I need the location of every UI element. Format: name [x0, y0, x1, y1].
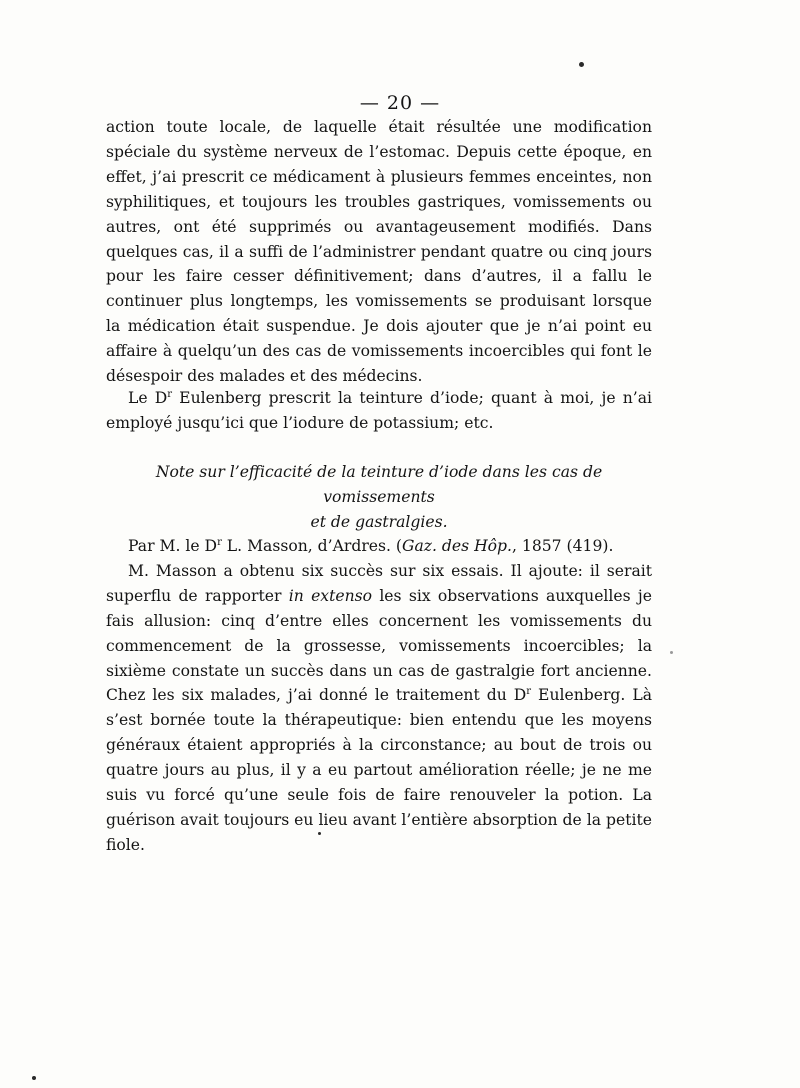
superscript: r — [526, 686, 532, 698]
journal-title: Gaz. des Hôp. — [402, 537, 512, 555]
text-run: Le D — [128, 389, 168, 407]
citation-line — [106, 534, 652, 559]
section-title-line-2: et de gastralgies. — [310, 513, 448, 531]
paragraph-text: action toute locale, de laquelle était résultée une modification spéciale du système nerveux de l’estomac. Depuis cette époque, en effet, j’ai prescrit ce médicament à plusieurs femmes enceintes, non syphilitiques, et toujours les troubles gastriques, vomissements ou autres, ont été supprimés ou avantageusement modifiés. Dans quelques cas, il a suffi de l’administrer pendant quatre ou cinq jours pour les faire cesser définitivement; dans d’autres, il a fallu le continuer plus longtemps, les vomissements se produisant lorsque la médication était suspendue. Je dois ajouter que je n’ai point eu affaire à quelqu’un des cas de vomissements incoercibles qui font le désespoir des malades et des médecins. — [106, 118, 652, 386]
ink-speck — [318, 832, 321, 835]
masson-section — [106, 534, 652, 858]
text-run: , 1857 (419). — [512, 537, 614, 555]
ink-speck — [32, 1076, 36, 1080]
section-title — [106, 460, 652, 535]
section-title-line-1: Note sur l’efficacité de la teinture d’iode dans les cas de vomissements — [155, 463, 603, 506]
eulenberg-paragraph — [106, 386, 652, 436]
paragraph-text — [106, 559, 652, 858]
italic-phrase: in extenso — [288, 586, 373, 605]
text-run: Eulenberg. Là s’est bornée toute la thérapeutique: bien entendu que les moyens généraux étaient appropriés à la circonstance; au bout de trois ou quatre jours au plus, il y a eu partout amélioration réelle; je ne me suis vu forcé qu’une seule fois de faire renouveler la potion. La guérison avait toujours eu lieu avant l’entière absorption de la petite fiole. — [106, 686, 652, 854]
ink-speck — [579, 62, 584, 67]
continued-paragraph — [106, 115, 652, 389]
superscript: r — [167, 388, 173, 400]
ink-speck — [670, 651, 673, 654]
superscript: r — [217, 536, 222, 548]
page-number: — 20 — — [359, 92, 441, 114]
text-run: Eulenberg prescrit la teinture d’iode; quant à moi, je n’ai employé jusqu’ici que l’iodure de potassium; etc. — [106, 389, 653, 432]
text-run: M. Masson a obtenu six succès sur six essais. Il ajoute: il serait superflu de rapporter — [106, 561, 652, 605]
text-run: les six observations auxquelles je fais allusion: cinq d’entre elles concernent les vomissements du commencement de la grossesse, vomissements incoercibles; la sixième constate un succès dans un cas de gastralgie fort ancienne. Chez les six malades, j’ai donné le traitement du D — [106, 586, 652, 705]
paragraph-text — [106, 386, 652, 436]
text-run: L. Masson, d’Ardres. ( — [221, 537, 403, 555]
text-run: Par M. le D — [128, 537, 218, 555]
